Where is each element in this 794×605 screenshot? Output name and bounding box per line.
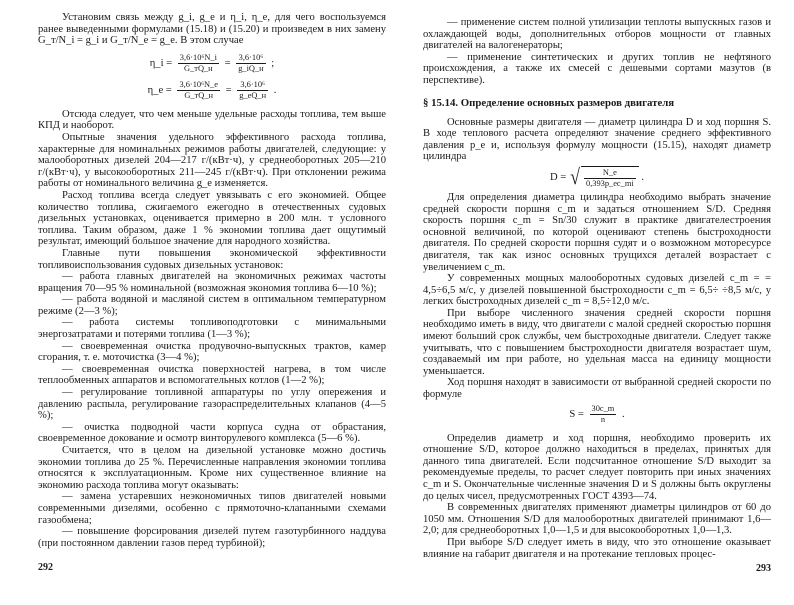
formula-S <box>423 404 771 425</box>
punct: . <box>621 408 625 420</box>
intro-paragraph: Основные размеры двигателя — диаметр цилиндра D и ход поршня S. В ходе теплового расчета определяют значение среднего эффективного давления p_e и, используя формулу мощности (15.15), находят диаметр цилиндра <box>423 116 771 163</box>
list-item: — замена устаревших неэкономичных типов двигателей новыми современными дизелями, особенно с прямоточно-клапанными схемами газообмена; <box>38 491 386 526</box>
list-item: — работа системы топливоподготовки с минимальными энергозатратами и потерями топлива (1—3 %); <box>38 317 386 341</box>
paragraph: Считается, что в целом на дизельной установке можно достичь экономии топлива до 25 %. Перечисленные направления экономии топлива относятся к эксплуатационным. Кроме них существенное влияние на экономию расхода топлива могут оказывать: <box>38 445 386 491</box>
list-item: — применение систем полной утилизации теплоты выпускных газов и охлаждающей воды, дополнительных отборов мощности от главных двигателей на валогенераторы; <box>423 17 771 52</box>
denominator: 0,393p_ec_mi <box>586 178 634 188</box>
fraction <box>584 168 636 189</box>
punct: . <box>641 171 644 183</box>
numerator: 30c_m <box>591 403 615 413</box>
fraction <box>178 53 219 74</box>
paragraph: У современных мощных малооборотных судовых дизелей c_m = = 4,5÷6,5 м/с, у дизелей повышенной быстроходности c_m = 6,5÷ ÷8,5 м/с, у легких быстроходных дизелей c_m = 8,5÷12,0 м/с. <box>423 273 771 308</box>
list-item: — повышение форсирования дизелей путем газотурбинного наддува (при постоянном давлении газов перед турбиной); <box>38 526 386 549</box>
paragraph: В современных двигателях применяют диаметры цилиндров от 60 до 1050 мм. Отношения S/D для малооборотных двигателей принимают 1,6—2,0; для среднеоборотных 1,0—1,5 и для высокооборотных 1,0—1,3. <box>423 502 771 537</box>
equals: = <box>224 57 231 69</box>
denominator: G_тQ_н <box>184 63 213 73</box>
fraction <box>237 80 268 101</box>
list-item: — своевременная очистка поверхностей нагрева, в том числе теплообменных аппаратов и вспомогательных котлов (1—2 %); <box>38 363 386 387</box>
intro-paragraph: Установим связь между g_i, g_e и η_i, η_e, для чего воспользуемся ранее выведенными формулами (15.18) и (15.20) и произведем в них замену G_т/N_i = g_i и G_т/N_e = g_e. В этом случае <box>38 12 386 47</box>
punct: ; <box>271 57 275 69</box>
formula-eta-e <box>38 80 386 101</box>
paragraph: Отсюда следует, что чем меньше удельные расходы топлива, тем выше КПД и наоборот. <box>38 108 386 132</box>
formula-D <box>423 166 771 189</box>
numerator: 3,6·10⁶N_i <box>179 52 217 62</box>
radicand <box>581 166 639 189</box>
left-page <box>38 0 386 605</box>
paragraph: Опытные значения удельного эффективного расхода топлива, характерные для номинальных режимов работы двигателей, следующие: у малооборотных дизелей 204—217 г/(кВт·ч), у среднеоборотных 205—210 г/(кВт·ч), у высокооборотных 211—245 г/(кВт·ч). При отклонении режима работы от номинального величина g_e изменяется. <box>38 131 386 190</box>
denominator: n <box>600 414 606 424</box>
formula-lhs: D = <box>549 171 567 183</box>
formula-lhs: S = <box>569 408 584 420</box>
formula-eta-i <box>38 53 386 74</box>
list-item: — регулирование топливной аппаратуры по углу опережения и давлению распыла, регулирование газораспределительных клапанов (4—5 %); <box>38 387 386 422</box>
list-item: — работа водяной и масляной систем в оптимальном температурном режиме (2—3 %); <box>38 294 386 317</box>
denominator: g_eQ_н <box>239 90 267 100</box>
fraction <box>236 53 265 74</box>
paragraph: Для определения диаметра цилиндра необходимо выбрать значение средней скорости поршня c_m и задаться отношением S/D. Средняя скорость поршня c_m = Sn/30 служит в практике двигателестроения основной величиной, по которой оценивают степень быстроходности двигателя. По средней скорости поршня судят и о возможном моторесурсе двигателя, так как износ основных трущихся деталей возрастает с увеличением c_m. <box>423 191 771 273</box>
punct: . <box>273 84 277 96</box>
numerator: N_e <box>584 168 636 179</box>
denominator: G_тQ_н <box>184 90 213 100</box>
denominator: g_iQ_н <box>238 63 264 73</box>
paragraph: Главные пути повышения экономической эффективности топливоиспользования судовых дизельных установок: <box>38 247 386 271</box>
formula-lhs: η_e = <box>147 84 172 96</box>
right-page <box>423 0 771 605</box>
numerator: 3,6·10⁶ <box>237 80 268 91</box>
fraction <box>177 80 220 101</box>
paragraph: Ход поршня находят в зависимости от выбранной средней скорости по формуле <box>423 377 771 401</box>
list-item: — очистка подводной части корпуса судна от обрастания, своевременное докование и осмотр винторулевого комплекса (5—6 %). <box>38 421 386 445</box>
formula-lhs: η_i = <box>149 57 173 69</box>
list-item: — своевременная очистка продувочно-выпускных трактов, камер сгорания, т. е. моточистка (3—4 %); <box>38 340 386 364</box>
page-number: 293 <box>756 563 771 574</box>
sqrt-sign: √ <box>570 164 580 190</box>
paragraph: Определив диаметр и ход поршня, необходимо проверить их отношение S/D, которое должно находиться в пределах, принятых для данного типа двигателей. Если подсчитанное отношение S/D выходит за рекомендуемые пределы, то расчет следует повторить при иных значениях c_m и S. Окончательные численные значения D и S должны быть округлены до целых чисел, предусмотренных ГОСТ 4393—74. <box>423 432 771 502</box>
fraction <box>590 404 617 425</box>
list-item: — применение синтетических и других топлив не нефтяного происхождения, а также их смесей с дешевыми сортами мазутов (в перспективе). <box>423 51 771 86</box>
numerator: 3,6·10⁶N_e <box>179 79 218 89</box>
equals: = <box>225 84 232 96</box>
numerator: 3,6·10⁶ <box>236 53 265 64</box>
page-number: 292 <box>38 562 53 573</box>
paragraph: При выборе S/D следует иметь в виду, что это отношение оказывает влияние на габарит двигателя и на протекание тепловых процес- <box>423 536 771 560</box>
paragraph: Расход топлива всегда следует увязывать с его экономией. Общее количество топлива, сжигаемого ежегодно в отечественных судовых дизельных установках, оценивается примерно в 200 млн. т условного топлива. Таким образом, даже 1 % экономии топлива дает ощутимый результат, имеющий большое значение для народного хозяйства. <box>38 189 386 248</box>
paragraph: При выборе численного значения средней скорости поршня необходимо иметь в виду, что двигатели с малой средней скоростью поршня имеют больший срок службы, чем быстроходные двигатели. Следует также учитывать, что с повышением быстроходности двигателя возрастает шум, создаваемый им при работе, но удельная масса на единицу мощности уменьшается. <box>423 307 771 377</box>
list-item: — работа главных двигателей на экономичных режимах частоты вращения 70—95 % номинальной (возможная экономия топлива 6—10 %); <box>38 271 386 294</box>
section-heading: § 15.14. Определение основных размеров двигателя <box>423 96 675 109</box>
